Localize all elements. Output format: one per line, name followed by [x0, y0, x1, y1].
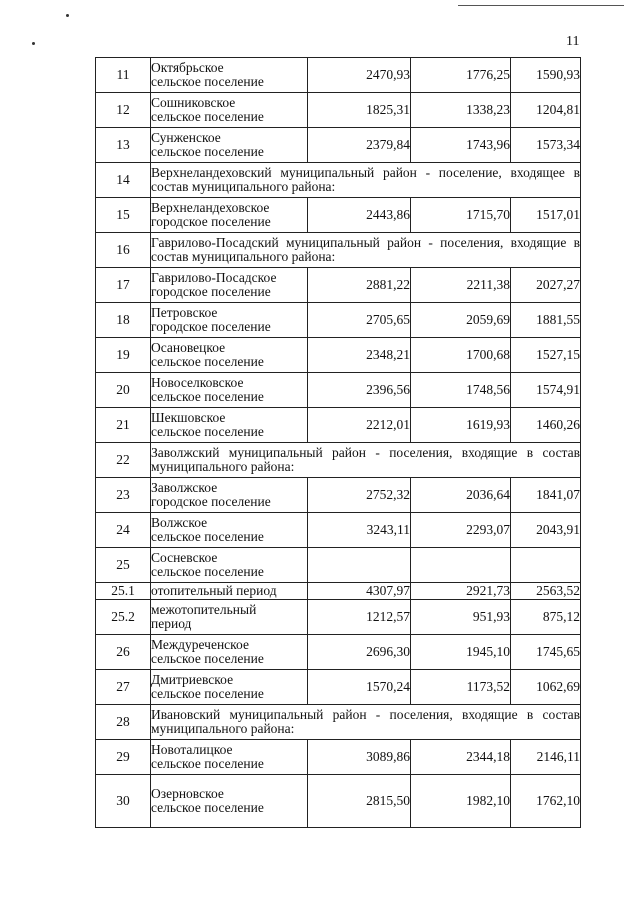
table-row	[96, 670, 581, 705]
value-cell-2: 1619,93	[411, 408, 511, 443]
value-cell-3: 1574,91	[511, 373, 581, 408]
table-row	[96, 338, 581, 373]
value-cell-3: 1062,69	[511, 670, 581, 705]
value-cell-2: 1945,10	[411, 635, 511, 670]
value-cell-2: 1776,25	[411, 58, 511, 93]
district-heading	[151, 705, 581, 740]
table-row	[96, 233, 581, 268]
district-heading	[151, 233, 581, 268]
table-row	[96, 93, 581, 128]
value-cell-1: 2696,30	[308, 635, 411, 670]
value-cell-1: 2752,32	[308, 478, 411, 513]
settlement-name: Шекшовское сельское поселение	[151, 408, 308, 443]
row-number: 22	[96, 443, 151, 478]
value-cell-3: 1527,15	[511, 338, 581, 373]
settlement-name: Октябрьское сельское поселение	[151, 58, 308, 93]
row-number: 17	[96, 268, 151, 303]
value-cell-3: 1745,65	[511, 635, 581, 670]
value-cell-2: 2293,07	[411, 513, 511, 548]
value-cell-2: 2036,64	[411, 478, 511, 513]
table-row	[96, 268, 581, 303]
tariff-table	[95, 57, 581, 828]
row-number: 16	[96, 233, 151, 268]
settlement-name: Междуреченское сельское поселение	[151, 635, 308, 670]
table-row	[96, 635, 581, 670]
district-heading-text: Заволжский муниципальный район - поселения, входящие в состав муниципального района:	[151, 445, 580, 474]
row-number: 20	[96, 373, 151, 408]
scan-dot	[66, 14, 69, 17]
table-row	[96, 548, 581, 583]
value-cell-3	[511, 548, 581, 583]
district-heading-text: Гаврилово-Посадский муниципальный район - поселения, входящие в состав муниципального района:	[151, 235, 580, 264]
settlement-name: отопительный период	[151, 583, 308, 600]
value-cell-3: 2027,27	[511, 268, 581, 303]
value-cell-3: 1881,55	[511, 303, 581, 338]
settlement-name: Верхнеландеховское городское поселение	[151, 198, 308, 233]
value-cell-3: 1204,81	[511, 93, 581, 128]
value-cell-3: 1517,01	[511, 198, 581, 233]
value-cell-1: 2212,01	[308, 408, 411, 443]
table-row	[96, 740, 581, 775]
value-cell-1: 2348,21	[308, 338, 411, 373]
table-row	[96, 373, 581, 408]
settlement-name: Гаврилово-Посадское городское поселение	[151, 268, 308, 303]
value-cell-3: 1590,93	[511, 58, 581, 93]
table-row	[96, 705, 581, 740]
value-cell-1: 2881,22	[308, 268, 411, 303]
row-number: 19	[96, 338, 151, 373]
value-cell-1	[308, 548, 411, 583]
settlement-name: Дмитриевское сельское поселение	[151, 670, 308, 705]
value-cell-3: 1841,07	[511, 478, 581, 513]
row-number: 25	[96, 548, 151, 583]
settlement-name: Сошниковское сельское поселение	[151, 93, 308, 128]
settlement-name: Петровское городское поселение	[151, 303, 308, 338]
settlement-name: Волжское сельское поселение	[151, 513, 308, 548]
value-cell-2: 1338,23	[411, 93, 511, 128]
value-cell-3: 2563,52	[511, 583, 581, 600]
settlement-name: Новоселковское сельское поселение	[151, 373, 308, 408]
value-cell-2: 2059,69	[411, 303, 511, 338]
value-cell-1: 1212,57	[308, 600, 411, 635]
scan-mark-line	[458, 5, 624, 6]
value-cell-2: 1173,52	[411, 670, 511, 705]
row-number: 30	[96, 775, 151, 828]
value-cell-3: 875,12	[511, 600, 581, 635]
value-cell-1: 2443,86	[308, 198, 411, 233]
value-cell-2: 1743,96	[411, 128, 511, 163]
table-row	[96, 163, 581, 198]
district-heading	[151, 163, 581, 198]
row-number: 21	[96, 408, 151, 443]
settlement-name: Сунженское сельское поселение	[151, 128, 308, 163]
table-row	[96, 600, 581, 635]
value-cell-3: 2146,11	[511, 740, 581, 775]
table-row	[96, 513, 581, 548]
row-number: 29	[96, 740, 151, 775]
table-row	[96, 478, 581, 513]
row-number: 13	[96, 128, 151, 163]
table-row	[96, 198, 581, 233]
table-row	[96, 583, 581, 600]
table-row	[96, 775, 581, 828]
settlement-name: Озерновское сельское поселение	[151, 775, 308, 828]
value-cell-1: 2396,56	[308, 373, 411, 408]
row-number: 26	[96, 635, 151, 670]
value-cell-2: 2344,18	[411, 740, 511, 775]
table-row	[96, 58, 581, 93]
value-cell-2: 1982,10	[411, 775, 511, 828]
value-cell-1: 2815,50	[308, 775, 411, 828]
row-number: 23	[96, 478, 151, 513]
value-cell-3: 1460,26	[511, 408, 581, 443]
value-cell-3: 2043,91	[511, 513, 581, 548]
scan-dot	[32, 42, 35, 45]
value-cell-3: 1573,34	[511, 128, 581, 163]
table-body	[96, 58, 581, 828]
table-row	[96, 303, 581, 338]
settlement-name: межотопительный период	[151, 600, 308, 635]
row-number: 11	[96, 58, 151, 93]
row-number: 24	[96, 513, 151, 548]
row-number: 25.2	[96, 600, 151, 635]
district-heading	[151, 443, 581, 478]
value-cell-2: 2921,73	[411, 583, 511, 600]
row-number: 28	[96, 705, 151, 740]
page-number: 11	[566, 34, 580, 49]
value-cell-1: 3243,11	[308, 513, 411, 548]
table-row	[96, 128, 581, 163]
value-cell-1: 3089,86	[308, 740, 411, 775]
value-cell-1: 1570,24	[308, 670, 411, 705]
row-number: 15	[96, 198, 151, 233]
value-cell-3: 1762,10	[511, 775, 581, 828]
value-cell-1: 2470,93	[308, 58, 411, 93]
value-cell-1: 4307,97	[308, 583, 411, 600]
district-heading-text: Ивановский муниципальный район - поселения, входящие в состав муниципального района:	[151, 707, 580, 736]
value-cell-1: 2705,65	[308, 303, 411, 338]
row-number: 18	[96, 303, 151, 338]
row-number: 27	[96, 670, 151, 705]
settlement-name: Сосневское сельское поселение	[151, 548, 308, 583]
settlement-name: Новоталицкое сельское поселение	[151, 740, 308, 775]
row-number: 12	[96, 93, 151, 128]
value-cell-2: 951,93	[411, 600, 511, 635]
value-cell-1: 2379,84	[308, 128, 411, 163]
settlement-name: Осановецкое сельское поселение	[151, 338, 308, 373]
table-row	[96, 443, 581, 478]
value-cell-2: 1700,68	[411, 338, 511, 373]
value-cell-2: 1715,70	[411, 198, 511, 233]
value-cell-1: 1825,31	[308, 93, 411, 128]
value-cell-2: 1748,56	[411, 373, 511, 408]
row-number: 25.1	[96, 583, 151, 600]
table-row	[96, 408, 581, 443]
value-cell-2: 2211,38	[411, 268, 511, 303]
value-cell-2	[411, 548, 511, 583]
district-heading-text: Верхнеландеховский муниципальный район - поселение, входящее в состав муниципального района:	[151, 165, 580, 194]
settlement-name: Заволжское городское поселение	[151, 478, 308, 513]
row-number: 14	[96, 163, 151, 198]
